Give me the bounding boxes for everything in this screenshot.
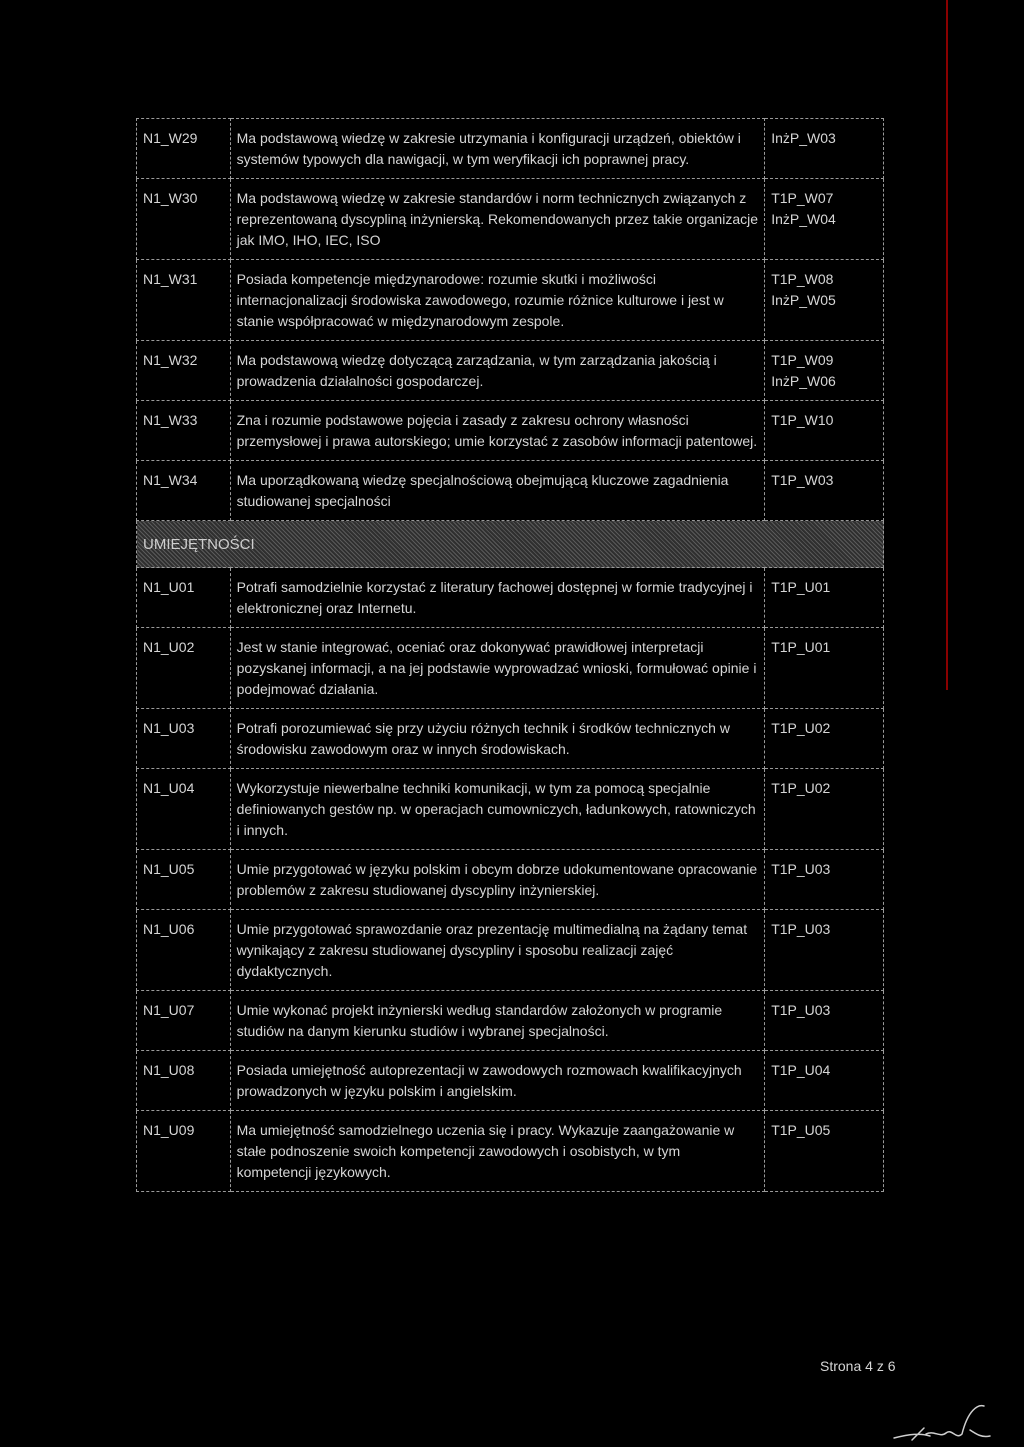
reference-codes	[765, 341, 884, 401]
reference-codes	[765, 401, 884, 461]
table-row	[137, 260, 884, 341]
outcome-description: Ma uporządkowaną wiedzę specjalnościową obejmującą kluczowe zagadnienia studiowanej specjalności	[230, 461, 765, 521]
outcome-description: Umie przygotować w języku polskim i obcym dobrze udokumentowane opracowanie problemów z zakresu studiowanej dyscypliny inżynierskiej.	[230, 850, 765, 910]
outcome-code: N1_U01	[137, 568, 231, 628]
outcome-code: N1_W32	[137, 341, 231, 401]
page-edge-line	[946, 0, 948, 690]
table-row	[137, 850, 884, 910]
outcome-description: Ma umiejętność samodzielnego uczenia się i pracy. Wykazuje zaangażowanie w stałe podnoszenie swoich kompetencji zawodowych i osobistych, w tym kompetencji językowych.	[230, 1111, 765, 1192]
table-row	[137, 709, 884, 769]
reference-code: T1P_W08	[771, 271, 834, 287]
outcome-description: Posiada kompetencje międzynarodowe: rozumie skutki i możliwości internacjonalizacji środowiska zawodowego, rozumie różnice kulturowe i jest w stanie współpracować w międzynarodowym zespole.	[230, 260, 765, 341]
outcome-description: Ma podstawową wiedzę w zakresie standardów i norm technicznych związanych z reprezentowaną dyscypliną inżynierską. Rekomendowanych przez takie organizacje jak IMO, IHO, IEC, ISO	[230, 179, 765, 260]
outcome-code: N1_U04	[137, 769, 231, 850]
reference-code: T1P_U01	[771, 639, 831, 655]
learning-outcomes-table	[136, 118, 884, 1192]
learning-outcomes-table-wrapper	[136, 118, 884, 1192]
table-body	[137, 119, 884, 1192]
page-number: Strona 4 z 6	[820, 1358, 896, 1374]
reference-code: T1P_U01	[771, 579, 831, 595]
table-row	[137, 1051, 884, 1111]
reference-code: T1P_U05	[771, 1122, 831, 1138]
reference-codes	[765, 260, 884, 341]
table-row	[137, 401, 884, 461]
reference-codes	[765, 1051, 884, 1111]
section-header-row	[137, 521, 884, 568]
table-row	[137, 769, 884, 850]
outcome-code: N1_U09	[137, 1111, 231, 1192]
outcome-code: N1_W30	[137, 179, 231, 260]
reference-code: T1P_W07	[771, 190, 834, 206]
reference-code: T1P_W09	[771, 352, 834, 368]
reference-code: InżP_W05	[771, 292, 836, 308]
section-title: UMIEJĘTNOŚCI	[137, 521, 884, 568]
outcome-description: Wykorzystuje niewerbalne techniki komunikacji, w tym za pomocą specjalnie definiowanych gestów np. w operacjach cumowniczych, ładunkowych, ratowniczych i innych.	[230, 769, 765, 850]
reference-codes	[765, 850, 884, 910]
table-row	[137, 119, 884, 179]
table-row	[137, 341, 884, 401]
reference-codes	[765, 568, 884, 628]
reference-code: InżP_W06	[771, 373, 836, 389]
reference-codes	[765, 179, 884, 260]
signature	[890, 1400, 1000, 1447]
reference-codes	[765, 910, 884, 991]
outcome-description: Zna i rozumie podstawowe pojęcia i zasady z zakresu ochrony własności przemysłowej i prawa autorskiego; umie korzystać z zasobów informacji patentowej.	[230, 401, 765, 461]
reference-code: T1P_U04	[771, 1062, 831, 1078]
reference-codes	[765, 1111, 884, 1192]
reference-code: T1P_W03	[771, 472, 834, 488]
table-row	[137, 991, 884, 1051]
outcome-code: N1_U03	[137, 709, 231, 769]
outcome-description: Jest w stanie integrować, oceniać oraz dokonywać prawidłowej interpretacji pozyskanej informacji, a na jej podstawie wyprowadzać wnioski, formułować opinie i podejmować działania.	[230, 628, 765, 709]
table-row	[137, 910, 884, 991]
outcome-code: N1_W29	[137, 119, 231, 179]
reference-code: T1P_W10	[771, 412, 834, 428]
outcome-description: Umie wykonać projekt inżynierski według standardów założonych w programie studiów na danym kierunku studiów i wybranej specjalności.	[230, 991, 765, 1051]
outcome-description: Potrafi samodzielnie korzystać z literatury fachowej dostępnej w formie tradycyjnej i elektronicznej oraz Internetu.	[230, 568, 765, 628]
reference-code: T1P_U02	[771, 720, 831, 736]
reference-codes	[765, 709, 884, 769]
reference-code: T1P_U03	[771, 1002, 831, 1018]
reference-code: T1P_U03	[771, 921, 831, 937]
reference-codes	[765, 991, 884, 1051]
reference-codes	[765, 461, 884, 521]
table-row	[137, 179, 884, 260]
reference-codes	[765, 769, 884, 850]
outcome-code: N1_W33	[137, 401, 231, 461]
reference-code: T1P_U03	[771, 861, 831, 877]
reference-code: T1P_U02	[771, 780, 831, 796]
outcome-description: Ma podstawową wiedzę dotyczącą zarządzania, w tym zarządzania jakością i prowadzenia działalności gospodarczej.	[230, 341, 765, 401]
outcome-code: N1_U06	[137, 910, 231, 991]
outcome-code: N1_U05	[137, 850, 231, 910]
outcome-code: N1_U02	[137, 628, 231, 709]
reference-codes	[765, 628, 884, 709]
table-row	[137, 461, 884, 521]
outcome-code: N1_W34	[137, 461, 231, 521]
outcome-code: N1_W31	[137, 260, 231, 341]
reference-code: InżP_W04	[771, 211, 836, 227]
outcome-description: Umie przygotować sprawozdanie oraz prezentację multimedialną na żądany temat wynikający z zakresu studiowanej dyscypliny i sposobu realizacji zajęć dydaktycznych.	[230, 910, 765, 991]
table-row	[137, 628, 884, 709]
outcome-description: Ma podstawową wiedzę w zakresie utrzymania i konfiguracji urządzeń, obiektów i systemów typowych dla nawigacji, w tym weryfikacji ich poprawnej pracy.	[230, 119, 765, 179]
reference-code: InżP_W03	[771, 130, 836, 146]
table-row	[137, 1111, 884, 1192]
outcome-code: N1_U07	[137, 991, 231, 1051]
outcome-description: Posiada umiejętność autoprezentacji w zawodowych rozmowach kwalifikacyjnych prowadzonych w języku polskim i angielskim.	[230, 1051, 765, 1111]
outcome-code: N1_U08	[137, 1051, 231, 1111]
outcome-description: Potrafi porozumiewać się przy użyciu różnych technik i środków technicznych w środowisku zawodowym oraz w innych środowiskach.	[230, 709, 765, 769]
table-row	[137, 568, 884, 628]
reference-codes	[765, 119, 884, 179]
